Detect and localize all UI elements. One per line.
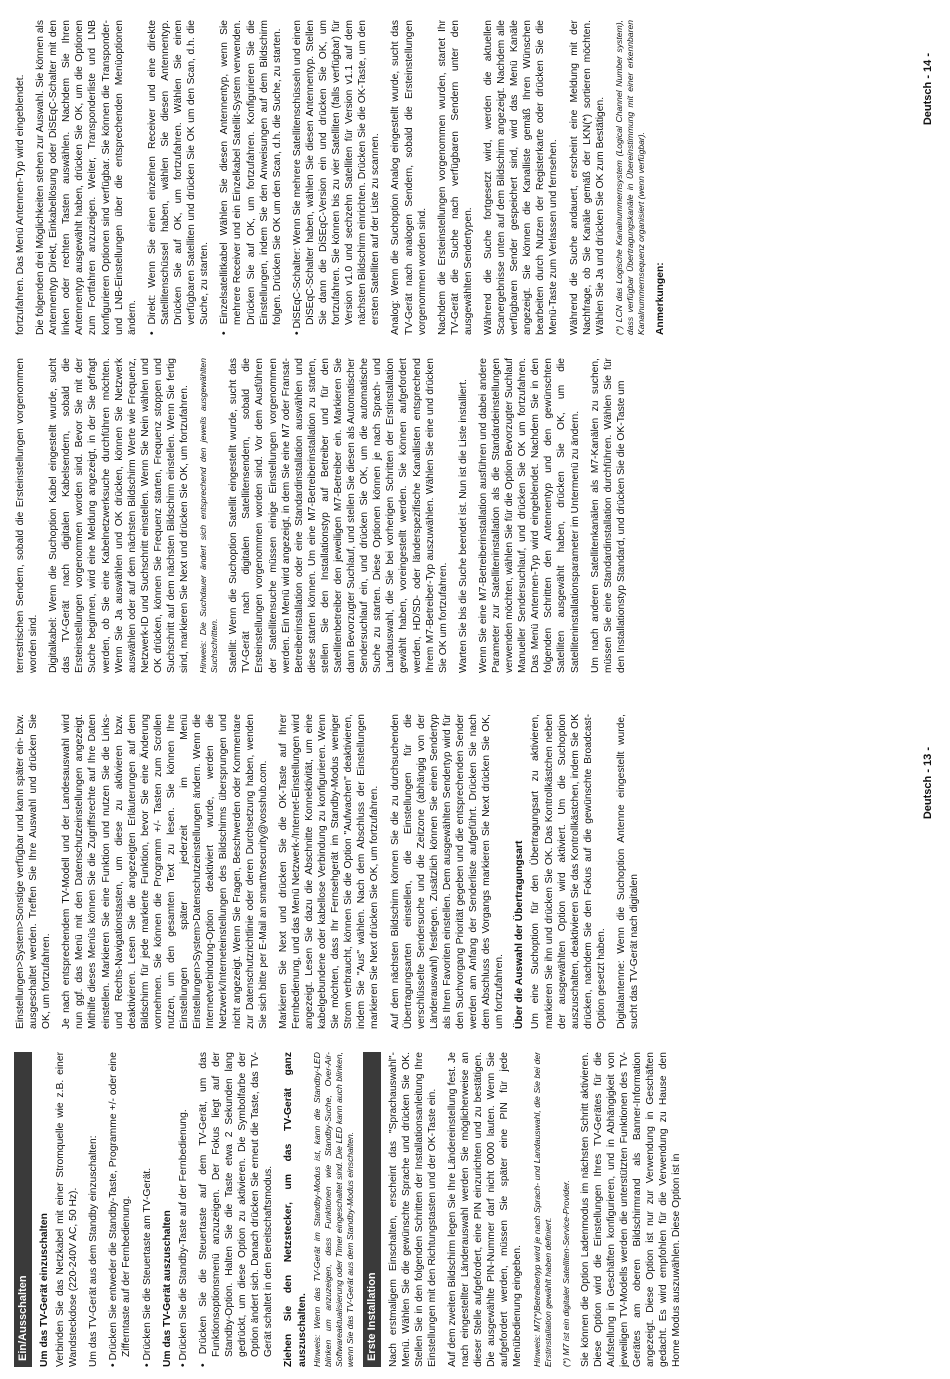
note: Hinweis: M7(*)Betreibertyp wird je nach Sprach- und Landauswahl, die Sie bei der Erstinstallation gewählt haben definiert. xyxy=(531,1052,553,1367)
paragraph: Warten Sie bis die Suche beendet ist. Nun ist die Liste installiert. xyxy=(457,379,469,673)
bullet-item: • Drücken Sie die Steuertaste am TV-Gerät. xyxy=(141,1167,153,1367)
paragraph: fortzufahren. Das Menü Antennen-Typ wird eingeblendet. xyxy=(15,74,26,335)
page-footer: Deutsch - 13 - xyxy=(922,747,934,820)
heading-remarks: Anmerkungen: xyxy=(654,262,666,335)
paragraph: Während die Suche andauert, erscheint eine Meldung mit der Nachfrage, ob Sie Kanäle gemäß der LKN(*) sortieren möchten. Wählen Sie Ja und drücken Sie OK zum Bestätigen. xyxy=(568,20,606,335)
paragraph: Während die Suche fortgesetzt wird, werden die aktuellen Scanergebnisse unten auf dem Bildschirm angezeigt. Nachdem alle verfügbaren Sender gespeichert sind, wird das Menü Kanäle angezeigt. Sie können die Kanalliste gemäß Ihren Wünschen bearbeiten durch Nutzen der Registerkarte oder drücken Sie die Menü-Taste zum Verlassen und fernsehen. xyxy=(483,20,560,335)
paragraph: Einstellungen>System>Sonstige verfügbar und kann später ein- bzw. ausgeschaltet werden. Treffen Sie Ihre Auswahl und drücken Sie OK, um fortzufahren. xyxy=(15,714,53,1029)
page-13-column-2 xyxy=(14,714,896,1029)
page-footer: Deutsch - 14 - xyxy=(922,53,934,126)
bullet-item: • Drücken Sie entweder die Standby-Taste, Programme +/- oder eine Zifferntaste auf der Fernbedienung. xyxy=(108,1052,133,1367)
heading-unplug: Ziehen Sie den Netzstecker, um das TV-Gerät ganz auszuschalten. xyxy=(283,1052,308,1367)
page-14 xyxy=(14,13,936,673)
paragraph: Nachdem die Ersteinstellungen vorgenommen wurden, startet Ihr TV-Gerät die Suche nach verfügbaren Sendern unter den ausgewählten Sendertypen. xyxy=(436,20,474,335)
paragraph: Digitalantenne: Wenn die Suchoption Antenne eingestellt wurde, sucht das TV-Gerät nach digitalen xyxy=(616,714,641,1029)
page-14-column-1 xyxy=(14,358,896,673)
paragraph: Auf dem nächsten Bildschirm können Sie die zu durchsuchenden Übertragungsarten einstellen, die Einstellungen für die verschlüsselte Sendersuche und die Zeitzone (abhängig von der Länderauswahl) festlegen. Zusätzlich können Sie einen Sendertyp als Ihren Favoriten einstellen. Dem ausgewählten Sendertyp wird für den Suchvorgang Priorität gegeben und die entsprechenden Sender werden am Anfang der Senderliste aufgeführt. Drücken Sie nach dem Abschluss des Vorgangs markieren Sie Next drücken Sie OK, um fortzufahren. xyxy=(389,714,506,1029)
bullet-item: • Einzelsatellitkabel Wählen Sie diesen Antennentyp, wenn Sie mehrere Receiver und ein Einzelkabel Satellit-System verwenden. Drücken Sie auf OK, um fortzufahren. Konfigurieren Sie die Einstellungen, indem Sie den Anweisungen auf dem Bildschirm folgen. Drücken Sie OK um den Scan, d.h. die Suche, zu starten. xyxy=(219,20,283,335)
paragraph: Sie können die Option Ladenmodus im nächsten Schritt aktivieren. Diese Option wird die Einstellungen Ihres TV-Gerätes für die Aufstellung in Geschäften konfigurieren, und in Abhängigkeit von jeweiligen TV-Modells werden die unterstützten Funktionen des TV-Gerätes am oberen Bildschirmrand als Banner-Information angezeigt. Diese Option ist nur zur Verwendung in Geschäften gedacht. Es wird empfohlen für die Verwendung zu Hause den Home Modus auszuwählen. Diese Option ist in xyxy=(579,1052,683,1367)
paragraph: Auf dem zweiten Bildschirm legen Sie Ihre Ländereinstellung fest. Je nach eingestellter Länderauswahl werden Sie möglicherweise an dieser Stelle aufgefordert, eine PIN einzurichten und zu bestätigen. Die ausgewählte PIN-Nummer darf nicht 0000 lauten. Wenn Sie aufgefordert werden, müssen Sie später eine PIN für jede Menübedienung eingeben. xyxy=(446,1052,524,1367)
paragraph: Markieren Sie Next und drücken Sie die OK-Taste auf Ihrer Fernbedienung, und das Menü Netzwerk-/Internet-Einstellungen wird angezeigt. Lesen Sie dazu die Abschnitte Konnektivität, um eine kabelgebundene oder kabellose Verbindung zu konfigurieren. Wenn Sie möchten, dass Ihr Fernsehgerät im Standby-Modus weniger Strom verbraucht, können Sie die Option "Aufwachen" deaktivieren, indem Sie "Aus" wählen. Nach dem Abschluss der Einstellungen markieren Sie Next drücken Sie OK, um fortzufahren. xyxy=(277,714,381,1029)
paragraph: terrestrischen Sendern, sobald die Ersteinstellungen vorgenommen worden sind. xyxy=(15,358,40,673)
paragraph: Satellit: Wenn die Suchoption Satellit eingestellt wurde, sucht das TV-Gerät nach digitalen Satellitensendern, sobald die Ersteinstellungen vorgenommen worden sind. Vor dem Ausführen der Satellitensuche müssen einige Einstellungen vorgenommen werden. Ein Menü wird angezeigt, in dem Sie eine M7 oder Fransat-Betreiberinstallation oder eine Standardinstallation auswählen und diese starten können. Um eine M7-Betreiberinstallation zu starten, stellen Sie den Installationstyp auf Betreiber und für den Satellitenbetreiber den jeweiligen M7-Betreiber ein. Markieren Sie dann Bevorzugter Suchlauf, und stellen Sie diesen als Automatischer Sendersuchlauf ein, und drücken Sie OK, um die automatische Suche zu starten. Diese Optionen können je nach Sprach- und Landauswahl, die Sie bei vorherigen Schritten der Erstinstallation gewählt haben, voreingestellt werden. Sie können aufgefordert werden, HD/SD- oder länderspezifische Kanallisten entsprechend Ihrem M7-Betreiber-Typ auszuwählen. Wählen Sie eine und drücken Sie OK um fortzufahren. xyxy=(228,358,449,673)
heading-broadcast-type: Über die Auswahl der Übertragungsart xyxy=(514,840,526,1029)
paragraph: Analog: Wenn die Suchoption Analog eingestellt wurde, sucht das TV-Gerät nach analogen Sendern, sobald die Ersteinstellungen vorgenommen worden sind. xyxy=(390,20,428,335)
page-13-column-1 xyxy=(14,1052,896,1367)
paragraph: Verbinden Sie das Netzkabel mit einer Stromquelle wie z.B. einer Wandsteckdose (220-240V AC, 50 Hz). xyxy=(55,1052,80,1367)
paragraph: Um nach anderen Satellitenkanälen als M7-Kanälen zu suchen, müssen Sie eine Standardinstallation durchführen. Wählen Sie für den Installationstyp Standard, und drücken Sie die OK-Taste um xyxy=(589,358,627,673)
paragraph: Wenn Sie eine M7-Betreiberinstallation ausführen und dabei andere Parameter zur Satelliteninstallation als die Standardeinstellungen verwenden möchten, wählen Sie für die Option Bevorzugter Suchlauf Manueller Sendersuchlauf, und drücken Sie OK um fortzufahren. Das Menü Antennen-Typ wird eingeblendet. Nachdem Sie in den folgenden Schritten den Antennentyp und den gewünschten Satelliten ausgewählt haben, drücken Sie OK, um die Satelliteninstallationsparameter im Untermenü zu ändern. xyxy=(477,358,581,673)
bullet-item: • Direkt: Wenn Sie einen einzelnen Receiver und eine direkte Satellitenschüssel haben, wählen Sie diesen Antennentyp. Drücken Sie auf OK, um fortzufahren. Wählen Sie einen verfügbaren Satelliten und drücken Sie OK um den Scan, d.h. die Suche, zu starten. xyxy=(146,20,211,335)
note: (*) LCN das Logische Kanalnummernsystem (Logical Channel Number system), dass verfügbar Übertragungskanäle in Übereinstimmung mit einer erkennbaren Kanalnummernsequenz organisiert (wenn verfügbar). xyxy=(613,20,646,335)
bullet-item: • DiSEqC-Schalter: Wenn Sie mehrere Satellitenschüsseln und einen DiSEqC-Schalter haben, wählen Sie diesen Antennentyp. Stellen Sie dann die DiSEqC-Version ein und drücken Sie OK, um fortzufahren. Sie können bis zu vier Satelliten (falls verfügbar) für Version v1.0 und sechzehn Satelliten für Version v1.1 auf dem nächsten Bildschirm einrichten. Drücken Sie die OK-Taste, um den ersten Satelliten auf der Liste zu scannen. xyxy=(291,20,382,335)
page-14-column-2 xyxy=(14,20,896,335)
paragraph: Um das TV-Gerät aus dem Standby einzuschalten: xyxy=(88,1135,100,1367)
page-13 xyxy=(14,707,936,1367)
heading-power-off: Um das TV-Gerät auszuschalten xyxy=(161,1210,173,1367)
note: Hinweis: Wenn das TV-Gerät im Standby-Modus ist, kann die Standby-LED blinken um anzuzeigen, dass Funktionen wie Standby-Suche, Over-Air-Softwareaktualisierung oder Timer eingeschaltet sind. Die LED kann auch blinken, wenn Sie das TV-Gerät aus dem Standby-Modus einschalten. xyxy=(311,1052,355,1367)
paragraph: Um eine Suchoption für den Übertragungsart zu aktivieren, markieren Sie ihn und drücken Sie OK. Das Kontrollkästchen neben der ausgewählten Option wird aktiviert. Um die Suchoption auszuschalten, deaktivieren Sie das Kontrollkästchen, indem Sie OK drücken, nachdem Sie den Fokus auf die gewünschte Broadcast-Option gesetzt haben. xyxy=(530,714,607,1029)
paragraph: Je nach entsprechendem TV-Modell und der Landesauswahl wird nun ggf. das Menü mit den Datenschutzeinstellungen angezeigt. Mithilfe dieses Menüs können Sie die Zugriffsrechte auf Ihre Daten einstellen. Markieren Sie eine Funktion und nutzen Sie die Links- und Rechts-Navigationstasten, um diese zu aktivieren bzw. deaktivieren. Lesen Sie die angezeigten Erläuterungen auf dem Bildschirm für jede markierte Funktion, bevor Sie eine Änderung vornehmen. Sie können die Programm +/- Tasten zum Scrollen nutzen, um den gesamten Text zu lesen. Sie können Ihre Einstellungen später jederzeit im Menü Einstellungen>System>Datenschutzeinstellungen ändern. Wenn die Internetverbindung-Option deaktiviert wurde, werden die Netzwerk/Interneteinstellungen des Bildschirms übersprungen und nicht angezeigt. Wenn Sie Fragen, Beschwerden oder Kommentare zur Datenschutzrichtlinie oder deren Durchsetzung haben, wenden Sie sich bitte per E-Mail an smarttvsecurity@vosshub.com. xyxy=(61,714,269,1029)
paragraph: Die folgenden drei Möglichkeiten stehen zur Auswahl. Sie können als Antennentyp Direkt, Einkabellösung oder DiSEqC-Schalter mit den linken oder rechten Tasten auswählen. Nachdem Sie Ihren Antennentyp ausgewählt haben, drücken Sie OK, um die Optionen zum Fortfahren anzuzeigen. Weiter, Transponderliste und LNB konfigurieren Optionen sind verfügbar. Sie können die Transponder- und LNB-Einstellungen über die entsprechenden Menüoptionen ändern. xyxy=(35,20,138,335)
note: (*) M7 ist ein digitaler Satelliten-Service-Provider. xyxy=(560,1180,571,1367)
paragraph: Nach erstmaligem Einschalten, erscheint das "Sprachauswahl"-Menü. Wählen Sie die gewünschte Sprache und drücken Sie OK. Stellen Sie in den folgenden Schritten der Installationsanleitung Ihre Einstellungen mit den Richtungstasten und der OK-Taste ein. xyxy=(387,1052,438,1367)
heading-power-on: Um das TV-Gerät einzuschalten xyxy=(39,1213,50,1367)
bullet-item: • Drücken Sie die Standby-Taste auf der Fernbedienung. xyxy=(177,1109,189,1367)
section-header-power: Ein/Ausschalten xyxy=(14,1052,32,1367)
paragraph: Digitalkabel: Wenn die Suchoption Kabel eingestellt wurde, sucht das TV-Gerät nach digitalen Kabelsendern, sobald die Ersteinstellungen vorgenommen worden sind. Bevor Sie mit der Suche beginnen, wird eine Meldung angezeigt, in der Sie gefragt werden, ob Sie eine Kabelnetzwerksuche durchführen möchten. Wenn Sie Ja auswählen und OK drücken, können Sie Netzwerk auswählen oder auf dem nächsten Bildschirm Werte wie Frequenz, Netzwerk-ID und Suchschritt einstellen. Wenn Sie Nein wählen und OK drücken, können Sie Frequenz starten, Frequenz stoppen und Suchschritt auf dem nächsten Bildschirm einstellen. Wenn Sie fertig sind, markieren Sie Next und drücken Sie OK, um fortzufahren. xyxy=(48,358,191,673)
section-header-first-installation: Erste Installation xyxy=(363,1052,381,1367)
bullet-item: • Drücken Sie die Steuertaste auf dem TV-Gerät, um das Funktionsoptionsmenü anzuzeigen. Der Fokus liegt auf der Standby-Option. Halten Sie die Taste etwa 2 Sekunden lang gedrückt, um diese Option zu aktivieren. Die Symbolfarbe der Option ändert sich. Danach drücken Sie erneut die Taste, das TV-Gerät schaltet in den Bereitschaftsmodus. xyxy=(197,1052,275,1367)
note: Hinweis: Die Suchdauer ändert sich entsprechend den jeweils ausgewählten Suchschritten. xyxy=(198,358,220,673)
